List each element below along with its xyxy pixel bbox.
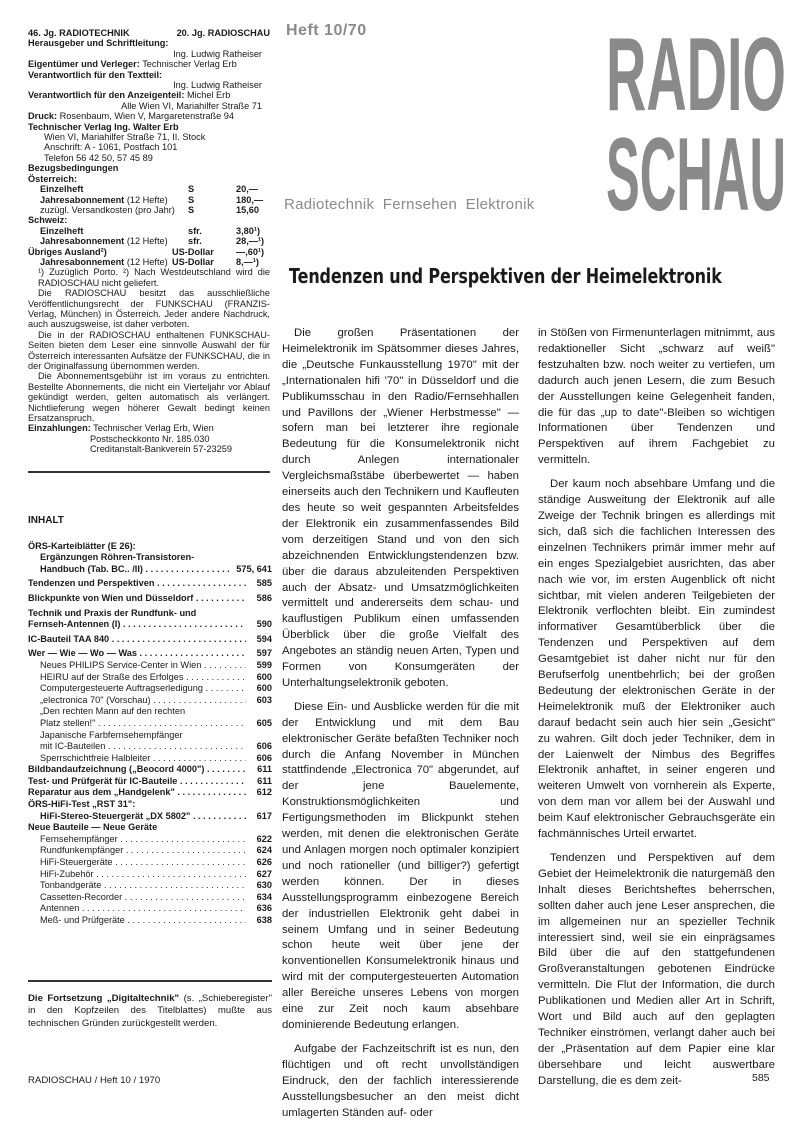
publisher-address: Wien VI, Mariahilfer Straße 71, II. Stock xyxy=(44,132,206,143)
price-row: zuzügl. Versandkosten (pro Jahr) S 15,60 xyxy=(40,204,259,215)
toc-title: INHALT xyxy=(28,515,64,526)
payments-line2: Postscheckkonto Nr. 185.030 xyxy=(90,433,210,444)
price-row: Jahresabonnement (12 Hefte) sfr. 28,—¹) xyxy=(40,236,265,247)
text-responsible-name: Ing. Ludwig Ratheiser xyxy=(173,80,262,91)
price-footnote: ¹) Zuzüglich Porto. ²) Nach Westdeutschland wird die RADIOSCHAU nicht geliefert. xyxy=(38,267,270,288)
issue-number: Heft 10/70 xyxy=(286,22,367,39)
logo-radio: RADIO xyxy=(606,17,786,133)
toc-entry: Sperrschichtfreie Halbleiter . . . 606 xyxy=(28,753,272,765)
article-title: Tendenzen und Perspektiven der Heimelektronik xyxy=(289,264,722,288)
impressum xyxy=(28,28,270,473)
payments-line1: Technischer Verlag Erb, Wien xyxy=(93,423,214,434)
toc-entry: Ergänzungen Röhren-Transistoren- xyxy=(40,552,195,563)
editor-label: Herausgeber und Schriftleitung: xyxy=(28,38,169,49)
ads-address: Alle Wien VI, Mariahilfer Straße 71 xyxy=(121,100,262,111)
volume-radiotechnik: 46. Jg. RADIOTECHNIK xyxy=(28,28,130,38)
divider xyxy=(28,980,272,982)
toc-entry: Test- und Prüfgerät für IC-Bauteile . . . 611 xyxy=(28,776,272,788)
toc-entry: ÖRS-HiFi-Test „RST 31": xyxy=(28,799,136,810)
toc-entry: Reparatur aus dem „Handgelenk" . . . 612 xyxy=(28,787,272,799)
toc-entry: Cassetten-Recorder . . . 634 xyxy=(28,892,272,904)
toc-entry: mit IC-Bauteilen . . . 606 xyxy=(28,741,272,753)
toc-entry: Bildbandaufzeichnung („Beocord 4000") . . . 611 xyxy=(28,764,272,776)
price-row: Jahresabonnement (12 Hefte) S 180,— xyxy=(40,194,264,205)
price-row: Einzelheft S 20,— xyxy=(40,184,258,195)
article-column-1 xyxy=(282,326,519,1129)
tagline: Radiotechnik Fernsehen Elektronik xyxy=(284,196,535,213)
toc-entry: Neues PHILIPS Service-Center in Wien . . . 599 xyxy=(28,660,272,672)
toc-entry: Tonbandgeräte . . . 630 xyxy=(28,880,272,892)
owner-label: Eigentümer und Verleger: xyxy=(28,59,140,70)
logo-schau: SCHAU xyxy=(606,117,786,214)
divider xyxy=(28,471,270,473)
price-row: Jahresabonnement (12 Hefte) US-Dollar 8,—¹) xyxy=(40,256,259,267)
toc-entry: „Den rechten Mann auf den rechten xyxy=(40,706,186,717)
impressum-paragraphs xyxy=(28,288,270,423)
table-of-contents xyxy=(28,515,272,927)
magazine-logo xyxy=(602,14,790,214)
toc-entry: Meß- und Prüfgeräte . . . 638 xyxy=(28,915,272,927)
volume-radioschau: 20. Jg. RADIOSCHAU xyxy=(176,28,270,38)
toc-entry: Technik und Praxis der Rundfunk- und xyxy=(28,607,197,618)
editor-name: Ing. Ludwig Ratheiser xyxy=(173,48,262,59)
article-paragraph: Aufgabe der Fachzeitschrift ist es nun, den flüchtigen und oft recht unvollständigen Eindruck, den der fachlich interessierende Ausstellungsbesucher an den meist dicht umlagerten Ständen auf- oder xyxy=(282,1042,519,1119)
toc-entry: Handbuch (Tab. BC.. /II) . . . 575, 641 xyxy=(28,564,272,576)
price-row: Einzelheft sfr. 3,80¹) xyxy=(40,225,261,236)
toc-entry: Antennen . . . 636 xyxy=(28,903,272,915)
toc-entry: HiFi-Zubehör . . . 627 xyxy=(28,869,272,881)
volume-line xyxy=(28,28,270,38)
toc-note: Die Fortsetzung „Digitaltechnik" (s. „Schieberegister" in den Kopfzeilen des Titelblattes) mußte aus technischen Gründen zurückgestellt werden. xyxy=(28,993,272,1029)
article-paragraph: Diese Ein- und Ausblicke werden für die mit der Entwicklung und mit dem Bau elektronischer Geräte befaßten Techniker noch durch die Anfang November in München stattfindende „Electronica 70" abgerundet, auf der jene Bauelemente, Konstruktionsmöglichkeiten und Fertigungsmethoden im Blickpunkt stehen werden, mit denen die elektronischen Geräte und Anlagen morgen noch optimaler konzipiert und noch rationeller (und billiger?) gefertigt werden können. Der in dieses Ausstellungsprogramm einbezogene Bereich der industriellen Elektronik geht dabei in seinem Umfang und in seiner Bedeutung schon heute weit über jene der konventionellen Konsumelektronik hinaus und wird mit der computergesteuerten Automation aller Bereiche unseres Lebens von morgen eine zur Zeit noch kaum absehbare dominierende Bedeutung erlangen. xyxy=(282,700,519,1031)
article-paragraph: Die großen Präsentationen der Heimelektronik im Spätsommer dieses Jahres, die „Deutsche Funkausstellung 1970" mit der „Internationalen hifi '70" in Düsseldorf und die Publikumsschau in den Radio/Fernsehhallen und Pavillons der „Wiener Herbstmesse" — sofern man bei letzterer ihre regionale Bedeutung für die Konsumelektronik nicht durch Anlegen internationaler Vergleichsmaßstäbe überbewertet — haben einerseits auch den Technikern und Kaufleuten des heute so weit gespannten Arbeitsfeldes der Elektronik ein zusammenfassendes Bild vom derzeitigen Stand und von den sich abzeichnenden Entwicklungstendenzen bzw. über die daraus abzuleitenden Perspektiven auch der Absatz- und Umsatzmöglichkeiten vermittelt und andererseits dem schau- und kauflustigen Publikum einen umfassenden Überblick über die große Vielfalt des Angebotes an ständig neuen Arten, Typen und Formen von Konsumgeräten der Unterhaltungselektronik geboten. xyxy=(282,327,519,689)
toc-entry: Wer — Wie — Wo — Was . . . 597 xyxy=(28,648,272,660)
toc-entry: Tendenzen und Perspektiven . . . 585 xyxy=(28,578,272,590)
publisher-postbox: Anschrift: A - 1061, Postfach 101 xyxy=(44,142,178,153)
article-paragraph: Der kaum noch absehbare Umfang und die ständige Ausweitung der Elektronik auf alle Zweige der Technik bringen es allerdings mit sich, daß sich die fachlichen Interessen des einzelnen Technikers primär immer mehr auf ein enges Spezialgebiet ausrichten, das aber nach wie vor, im ersten Augenblick oft nicht sichtbar, mit vielen anderen Teilgebieten der Elektronik verflochten bleibt. Ein zumindest informativer Gesamtüberblick über die Tendenzen und Perspektiven auf dem Gesamtgebiet ist daher nicht nur für den Berufserfolg unentbehrlich; bei der großen Bedeutung der elektronischen Geräte in der Heimelektronik muß der Elektroniker auch darauf bedacht sein auch hier sein „Gesicht" zu wahren. Gilt doch jeder Techniker, dem in der Laienwelt der Nimbus des Begriffes Elektronik anhaftet, in seiner engeren und weiteren Umwelt von vornherein als Experte, von dem man vor allem bei der Auswahl und beim Kauf elektronischer Gebrauchsgeräte ein fachmännisches Urteil erwartet. xyxy=(538,478,775,841)
austria-label: Österreich: xyxy=(28,173,78,184)
copyright-paragraph: Die RADIOSCHAU besitzt das ausschließliche Veröffentlichungsrecht der FUNKSCHAU (FRANZIS-Verlag, München) in Österreich. Jeder andere Nachdruck, auch auszugsweise, ist daher verboten. xyxy=(28,288,270,330)
payments-label: Einzahlungen: xyxy=(28,423,91,434)
text-responsible-label: Verantwortlich für den Textteil: xyxy=(28,69,163,80)
toc-entry: Fernseh-Antennen (I) . . . 590 xyxy=(28,619,272,631)
toc-entry: IC-Bauteil TAA 840 . . . 594 xyxy=(28,634,272,646)
article-column-2 xyxy=(538,326,775,1098)
toc-entry: ÖRS-Karteiblätter (E 26): xyxy=(28,540,136,551)
subscription-paragraph: Die Abonnementsgebühr ist im voraus zu entrichten. Bestellte Abonnements, die nicht ein Vierteljahr vor Ablauf gekündigt werden, gelten automatisch als verlängert. Nichtlieferung wegen höherer Gewalt bedingt keinen Ersatzanspruch. xyxy=(28,371,270,424)
funkschau-paragraph: Die in der RADIOSCHAU enthaltenen FUNKSCHAU-Seiten bieten dem Leser eine sinnvolle Auswahl der für Österreich interessanten Aufsätze der FUNKSCHAU, die in der Originalfassung übernommen werden. xyxy=(28,329,270,371)
swiss-label: Schweiz: xyxy=(28,215,68,226)
publisher-phone: Telefon 56 42 50, 57 45 89 xyxy=(44,152,153,163)
toc-entry: Neue Bauteile — Neue Geräte xyxy=(28,822,158,833)
toc-entry: Platz stellen!" . . . 605 xyxy=(28,718,272,730)
ads-responsible-name: Michel Erb xyxy=(186,90,231,101)
toc-entry: Rundfunkempfänger . . . 624 xyxy=(28,845,272,857)
toc-entry: HiFi-Stereo-Steuergerät „DX 5802" . . . 617 xyxy=(28,811,272,823)
toc-entry: Fernsehempfänger . . . 622 xyxy=(28,834,272,846)
conditions-label: Bezugsbedingungen xyxy=(28,163,119,174)
article-paragraph: Tendenzen und Perspektiven auf dem Gebiet der Heimelektronik die naturgemäß den Inhalt dieses Berichtsheftes beherrschen, sollten daher auch jene Leser ansprechen, die im allgemeinen nur an spezieller Technik interessiert sind, weil sie ein einprägsames Bild über die auf den stattgefundenen Großveranstaltungen gebotenen Eindrücke vermitteln. Die Flut der Information, die durch Publikationen und Medien aller Art in Schrift, Wort und Bild auch auf den geplagten Techniker einströmen, verlangt daher auch bei der „Präsentation auf dem Papier eine klar übersehbare und leicht auswertbare Darstellung, die es dem zeit- xyxy=(538,852,775,1087)
footer-publication: RADIOSCHAU / Heft 10 / 1970 xyxy=(28,1075,161,1086)
ads-responsible-label: Verantwortlich für den Anzeigenteil: xyxy=(28,90,185,101)
article-paragraph: in Stößen von Firmenunterlagen mitnimmt, aus redaktioneller Sicht „schwarz auf weiß" festzuhalten bzw. noch weiter zu vertiefen, um dadurch auch jenen Lesern, die zum Besuch der Ausstellungen keine Gelegenheit fanden, die für das „up to date"-Bleiben so wichtigen Informationen über Tendenzen und Perspektiven auf ihrem Fachgebiet zu vermitteln. xyxy=(538,327,775,467)
toc-entry: HiFi-Steuergeräte . . . 626 xyxy=(28,857,272,869)
toc-entry: „electronica 70" (Vorschau) . . . 603 xyxy=(28,695,272,707)
print-value: Rosenbaum, Wien V, Margaretenstraße 94 xyxy=(59,111,234,122)
toc-entry: Blickpunkte von Wien und Düsseldorf . . . 586 xyxy=(28,593,272,605)
owner-name: Technischer Verlag Erb xyxy=(142,59,237,70)
price-row: Übriges Ausland²) US-Dollar —,60¹) xyxy=(28,246,265,257)
toc-entry: Computergesteuerte Auftragserledigung . . . 600 xyxy=(28,683,272,695)
toc-entry: Japanische Farbfernsehempfänger xyxy=(40,729,183,740)
publisher-label: Technischer Verlag Ing. Walter Erb xyxy=(28,121,179,132)
payments-line3: Creditanstalt-Bankverein 57-23259 xyxy=(90,444,232,455)
toc-entry: HEIRU auf der Straße des Erfolges . . . 600 xyxy=(28,672,272,684)
page-number: 585 xyxy=(752,1072,770,1084)
print-label: Druck: xyxy=(28,111,58,122)
